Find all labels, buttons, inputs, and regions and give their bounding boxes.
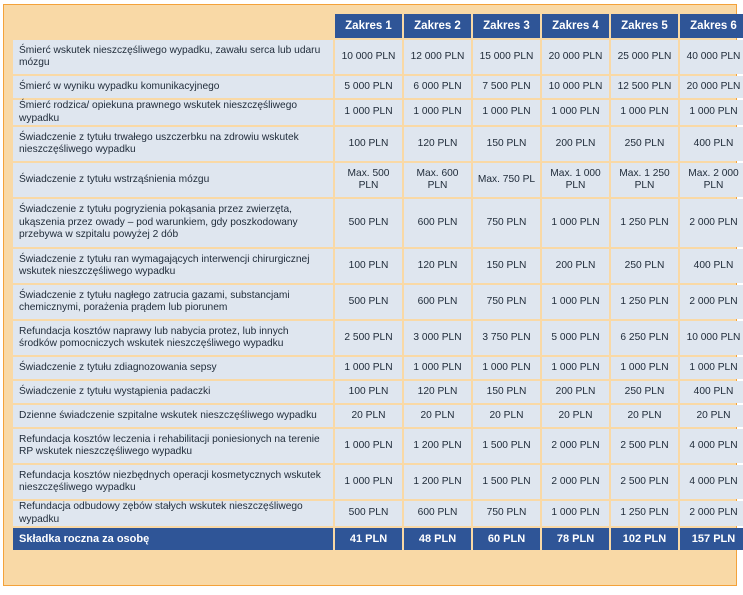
cell-value: Max. 1 250 PLN [611,163,678,197]
cell-value: Max. 600 PLN [404,163,471,197]
table-row [13,501,743,526]
cell-value: 400 PLN [680,249,743,283]
cell-value: 1 000 PLN [335,429,402,463]
cell-value: 200 PLN [542,381,609,403]
cell-value: 1 000 PLN [473,100,540,125]
row-label: Świadczenie z tytułu nagłego zatrucia gazami, substancjami chemicznymi, porażenia prądem lub piorunem [13,285,333,319]
column-header: Zakres 5 [611,14,678,38]
cell-value: 6 250 PLN [611,321,678,355]
row-label: Refundacja kosztów leczenia i rehabilitacji poniesionych na terenie RP wskutek nieszczęśliwego wypadku [13,429,333,463]
cell-value: 400 PLN [680,127,743,161]
row-label: Świadczenie z tytułu pogryzienia pokąsania przez zwierzęta, ukąszenia przez owady – pod warunkiem, gdy poszkodowany przebywa w szpitalu powyżej 2 dób [13,199,333,247]
cell-value: 100 PLN [335,127,402,161]
cell-value: 1 200 PLN [404,465,471,499]
column-header: Zakres 3 [473,14,540,38]
cell-value: 120 PLN [404,381,471,403]
cell-value: Max. 750 PL [473,163,540,197]
row-label: Refundacja odbudowy zębów stałych wskutek nieszczęśliwego wypadku [13,501,333,526]
cell-value: 1 000 PLN [542,199,609,247]
cell-value: 10 000 PLN [335,40,402,74]
cell-value: 3 000 PLN [404,321,471,355]
footer-value: 41 PLN [335,528,402,550]
table-row [13,285,743,319]
cell-value: 1 000 PLN [542,357,609,379]
cell-value: 1 000 PLN [680,100,743,125]
cell-value: 20 PLN [335,405,402,427]
cell-value: 15 000 PLN [473,40,540,74]
cell-value: 1 250 PLN [611,285,678,319]
table-row [13,465,743,499]
cell-value: Max. 2 000 PLN [680,163,743,197]
cell-value: 4 000 PLN [680,429,743,463]
cell-value: 20 000 PLN [542,40,609,74]
cell-value: 1 500 PLN [473,465,540,499]
cell-value: 20 000 PLN [680,76,743,98]
cell-value: 150 PLN [473,249,540,283]
cell-value: 2 000 PLN [542,429,609,463]
table-row [13,163,743,197]
cell-value: 500 PLN [335,285,402,319]
cell-value: 10 000 PLN [542,76,609,98]
insurance-table [11,12,743,552]
cell-value: 12 000 PLN [404,40,471,74]
table-row [13,405,743,427]
cell-value: 600 PLN [404,501,471,526]
cell-value: 4 000 PLN [680,465,743,499]
table-row [13,429,743,463]
cell-value: 40 000 PLN [680,40,743,74]
cell-value: 20 PLN [473,405,540,427]
cell-value: Max. 1 000 PLN [542,163,609,197]
cell-value: 1 000 PLN [542,501,609,526]
row-label: Śmierć rodzica/ opiekuna prawnego wskutek nieszczęśliwego wypadku [13,100,333,125]
footer-value: 48 PLN [404,528,471,550]
cell-value: 2 500 PLN [611,465,678,499]
cell-value: 2 500 PLN [335,321,402,355]
header-row [13,14,743,38]
table-row [13,76,743,98]
cell-value: 150 PLN [473,127,540,161]
cell-value: 7 500 PLN [473,76,540,98]
header-corner [13,14,333,38]
row-label: Świadczenie z tytułu zdiagnozowania sepsy [13,357,333,379]
cell-value: 1 000 PLN [680,357,743,379]
cell-value: 500 PLN [335,199,402,247]
cell-value: 20 PLN [680,405,743,427]
cell-value: 1 250 PLN [611,501,678,526]
cell-value: 1 000 PLN [611,357,678,379]
row-label: Dzienne świadczenie szpitalne wskutek nieszczęśliwego wypadku [13,405,333,427]
cell-value: 6 000 PLN [404,76,471,98]
table-row [13,249,743,283]
cell-value: 100 PLN [335,249,402,283]
cell-value: 2 000 PLN [680,501,743,526]
table-row [13,100,743,125]
cell-value: 20 PLN [542,405,609,427]
cell-value: 1 000 PLN [404,100,471,125]
footer-label: Składka roczna za osobę [13,528,333,550]
cell-value: 5 000 PLN [542,321,609,355]
cell-value: 1 500 PLN [473,429,540,463]
cell-value: 120 PLN [404,127,471,161]
cell-value: 250 PLN [611,127,678,161]
footer-row [13,528,743,550]
cell-value: 100 PLN [335,381,402,403]
cell-value: 1 000 PLN [335,357,402,379]
cell-value: 400 PLN [680,381,743,403]
cell-value: 1 000 PLN [335,465,402,499]
column-header: Zakres 2 [404,14,471,38]
table-row [13,381,743,403]
cell-value: 2 000 PLN [542,465,609,499]
cell-value: 5 000 PLN [335,76,402,98]
row-label: Refundacja kosztów niezbędnych operacji kosmetycznych wskutek nieszczęśliwego wypadku [13,465,333,499]
cell-value: 1 250 PLN [611,199,678,247]
row-label: Refundacja kosztów naprawy lub nabycia protez, lub innych środków pomocniczych wskutek nieszczęśliwego wypadku [13,321,333,355]
table-frame [3,4,741,586]
cell-value: 12 500 PLN [611,76,678,98]
cell-value: 1 000 PLN [542,100,609,125]
cell-value: 1 000 PLN [542,285,609,319]
cell-value: 200 PLN [542,127,609,161]
cell-value: 20 PLN [404,405,471,427]
cell-value: 3 750 PLN [473,321,540,355]
footer-value: 157 PLN [680,528,743,550]
cell-value: 500 PLN [335,501,402,526]
cell-value: 1 200 PLN [404,429,471,463]
column-header: Zakres 1 [335,14,402,38]
column-header: Zakres 6 [680,14,743,38]
cell-value: 1 000 PLN [404,357,471,379]
cell-value: 750 PLN [473,285,540,319]
cell-value: 1 000 PLN [473,357,540,379]
cell-value: 25 000 PLN [611,40,678,74]
cell-value: 2 000 PLN [680,199,743,247]
cell-value: 120 PLN [404,249,471,283]
cell-value: 600 PLN [404,199,471,247]
table-row [13,357,743,379]
row-label: Świadczenie z tytułu trwałego uszczerbku na zdrowiu wskutek nieszczęśliwego wypadku [13,127,333,161]
row-label: Świadczenie z tytułu wstrząśnienia mózgu [13,163,333,197]
footer-value: 102 PLN [611,528,678,550]
table-row [13,127,743,161]
cell-value: 250 PLN [611,249,678,283]
cell-value: 1 000 PLN [335,100,402,125]
cell-value: 600 PLN [404,285,471,319]
column-header: Zakres 4 [542,14,609,38]
table-row [13,199,743,247]
cell-value: 10 000 PLN [680,321,743,355]
row-label: Śmierć wskutek nieszczęśliwego wypadku, zawału serca lub udaru mózgu [13,40,333,74]
row-label: Świadczenie z tytułu ran wymagających interwencji chirurgicznej wskutek nieszczęśliwego wypadku [13,249,333,283]
cell-value: 750 PLN [473,199,540,247]
table-row [13,40,743,74]
row-label: Świadczenie z tytułu wystąpienia padaczki [13,381,333,403]
cell-value: 750 PLN [473,501,540,526]
row-label: Śmierć w wyniku wypadku komunikacyjnego [13,76,333,98]
cell-value: 2 500 PLN [611,429,678,463]
footer-value: 60 PLN [473,528,540,550]
cell-value: 20 PLN [611,405,678,427]
table-row [13,321,743,355]
footer-value: 78 PLN [542,528,609,550]
cell-value: 150 PLN [473,381,540,403]
cell-value: 250 PLN [611,381,678,403]
cell-value: 200 PLN [542,249,609,283]
cell-value: Max. 500 PLN [335,163,402,197]
cell-value: 2 000 PLN [680,285,743,319]
cell-value: 1 000 PLN [611,100,678,125]
